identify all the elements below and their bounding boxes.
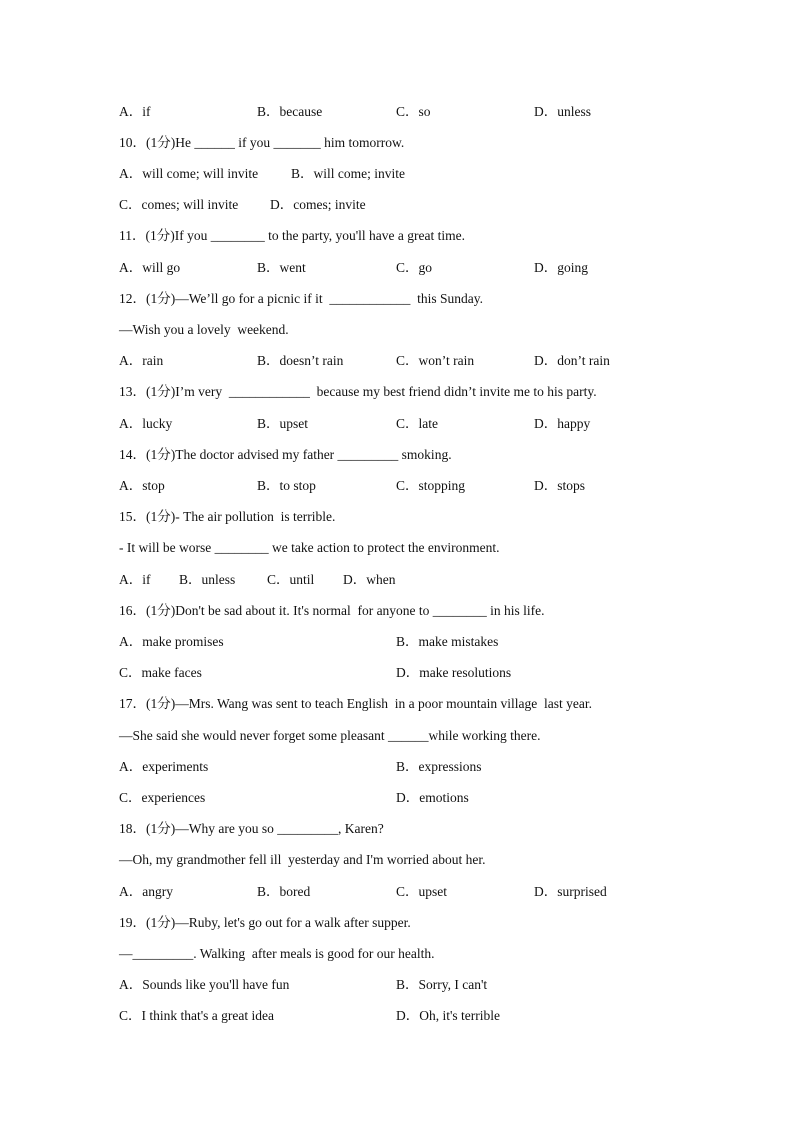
q16-option-d[interactable]: D．make resolutions: [396, 665, 512, 680]
q12-option-a[interactable]: A．rain: [119, 353, 164, 368]
q14-option-d[interactable]: D．stops: [534, 478, 586, 493]
q18-option-c[interactable]: C．upset: [396, 884, 448, 899]
q18-dialogue: —Oh, my grandmother fell ill yesterday and I'm worried about her.: [119, 852, 486, 867]
q15-option-b[interactable]: B．unless: [179, 572, 236, 587]
q17-option-d[interactable]: D．emotions: [396, 790, 469, 805]
q19-option-b[interactable]: B．Sorry, I can't: [396, 977, 488, 992]
q13-option-d[interactable]: D．happy: [534, 416, 591, 431]
q15-dialogue: - It will be worse ________ we take action to protect the environment.: [119, 540, 500, 555]
q13-option-c[interactable]: C．late: [396, 416, 438, 431]
q11-stem: 11．(1分)If you ________ to the party, you'll have a great time.: [119, 228, 465, 243]
q15-option-a[interactable]: A．if: [119, 572, 151, 587]
q15-option-d[interactable]: D．when: [343, 572, 396, 587]
q14-option-c[interactable]: C．stopping: [396, 478, 466, 493]
q17-option-b[interactable]: B．expressions: [396, 759, 482, 774]
q10-option-d[interactable]: D．comes; invite: [270, 197, 366, 212]
q18-option-a[interactable]: A．angry: [119, 884, 173, 899]
q16-option-c[interactable]: C．make faces: [119, 665, 202, 680]
q10-option-c[interactable]: C．comes; will invite: [119, 197, 239, 212]
q17-dialogue: —She said she would never forget some pleasant ______while working there.: [119, 728, 541, 743]
q12-stem: 12．(1分)—We’ll go for a picnic if it ____________ this Sunday.: [119, 291, 483, 306]
q9-option-c[interactable]: C．so: [396, 104, 431, 119]
q11-option-d[interactable]: D．going: [534, 260, 588, 275]
q13-stem: 13．(1分)I’m very ____________ because my best friend didn’t invite me to his party.: [119, 384, 597, 399]
q19-stem: 19．(1分)—Ruby, let's go out for a walk after supper.: [119, 915, 411, 930]
q15-option-c[interactable]: C．until: [267, 572, 315, 587]
q14-option-b[interactable]: B．to stop: [257, 478, 316, 493]
q13-option-a[interactable]: A．lucky: [119, 416, 173, 431]
q19-option-c[interactable]: C．I think that's a great idea: [119, 1008, 275, 1023]
q12-option-d[interactable]: D．don’t rain: [534, 353, 610, 368]
q10-option-a[interactable]: A．will come; will invite: [119, 166, 259, 181]
q18-option-d[interactable]: D．surprised: [534, 884, 607, 899]
q18-option-b[interactable]: B．bored: [257, 884, 311, 899]
q15-stem: 15．(1分)- The air pollution is terrible.: [119, 509, 336, 524]
q14-stem: 14．(1分)The doctor advised my father _________ smoking.: [119, 447, 452, 462]
q17-stem: 17．(1分)—Mrs. Wang was sent to teach English in a poor mountain village last year.: [119, 696, 592, 711]
q9-option-d[interactable]: D．unless: [534, 104, 591, 119]
q12-dialogue: —Wish you a lovely weekend.: [119, 322, 289, 337]
q16-stem: 16．(1分)Don't be sad about it. It's normal for anyone to ________ in his life.: [119, 603, 545, 618]
q14-option-a[interactable]: A．stop: [119, 478, 165, 493]
q19-option-a[interactable]: A．Sounds like you'll have fun: [119, 977, 290, 992]
q10-option-b[interactable]: B．will come; invite: [291, 166, 405, 181]
q9-option-b[interactable]: B．because: [257, 104, 323, 119]
q17-option-a[interactable]: A．experiments: [119, 759, 209, 774]
q12-option-b[interactable]: B．doesn’t rain: [257, 353, 344, 368]
q10-stem: 10．(1分)He ______ if you _______ him tomorrow.: [119, 135, 405, 150]
q11-option-b[interactable]: B．went: [257, 260, 306, 275]
q16-option-b[interactable]: B．make mistakes: [396, 634, 499, 649]
q9-option-a[interactable]: A．if: [119, 104, 151, 119]
q18-stem: 18．(1分)—Why are you so _________, Karen?: [119, 821, 384, 836]
q19-dialogue: —_________. Walking after meals is good for our health.: [119, 946, 435, 961]
q11-option-c[interactable]: C．go: [396, 260, 433, 275]
q12-option-c[interactable]: C．won’t rain: [396, 353, 475, 368]
q11-option-a[interactable]: A．will go: [119, 260, 181, 275]
q19-option-d[interactable]: D．Oh, it's terrible: [396, 1008, 501, 1023]
q16-option-a[interactable]: A．make promises: [119, 634, 224, 649]
q17-option-c[interactable]: C．experiences: [119, 790, 206, 805]
q13-option-b[interactable]: B．upset: [257, 416, 309, 431]
